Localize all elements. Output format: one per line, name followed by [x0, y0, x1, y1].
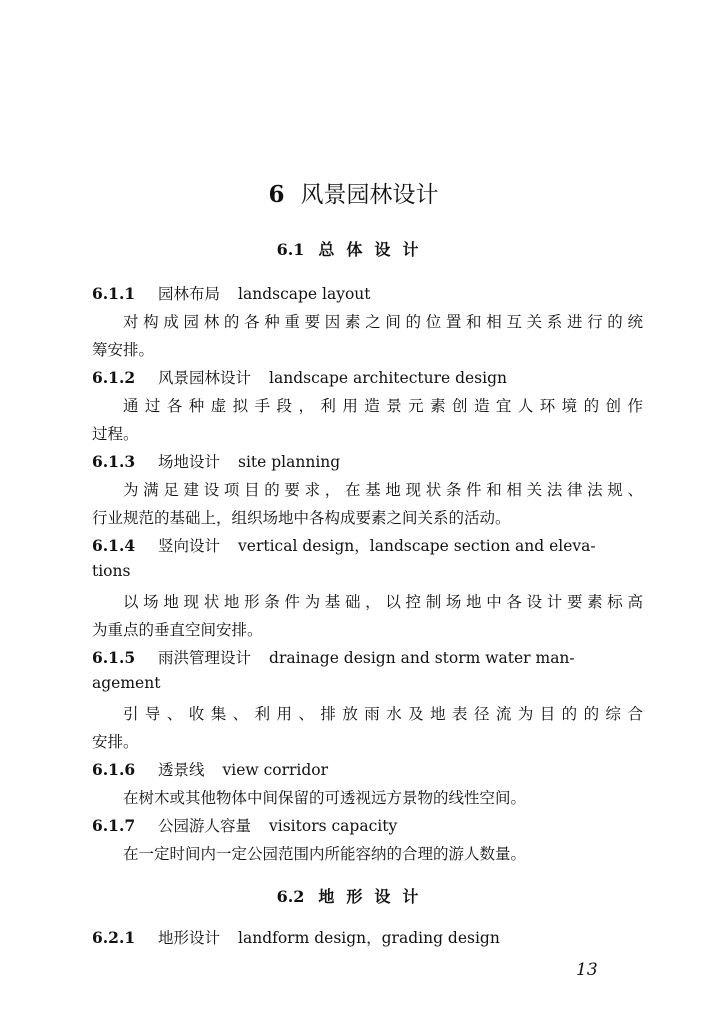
term-number: 6.1.1 — [92, 284, 136, 303]
section-heading — [0, 237, 707, 260]
term-heading — [92, 646, 575, 668]
definition-line: 过程。 — [92, 425, 139, 443]
term-chinese: 园林布局 — [158, 285, 221, 303]
definition-line: 在树木或其他物体中间保留的可透视远方景物的线性空间。 — [123, 789, 527, 807]
definition-line: 引导、收集、利用、排放雨水及地表径流为目的的综合 — [123, 705, 643, 723]
term-english: drainage design and storm water man- — [269, 649, 575, 667]
definition-line: 在一定时间内一定公园范围内所能容纳的合理的游人数量。 — [123, 845, 527, 863]
definition-line: 安排。 — [92, 733, 139, 751]
term-heading — [92, 450, 340, 472]
section-title: 地形设计 — [318, 887, 431, 906]
definition-line: 筹安排。 — [92, 341, 155, 359]
term-heading — [92, 814, 397, 836]
term-english: site planning — [238, 453, 341, 471]
chapter-heading — [0, 176, 707, 209]
chapter-number: 6 — [268, 181, 285, 208]
term-number: 6.1.5 — [92, 648, 136, 667]
term-heading — [92, 282, 371, 304]
chapter-title: 风景园林设计 — [300, 182, 439, 208]
term-chinese: 竖向设计 — [158, 537, 221, 555]
definition-line: 以场地现状地形条件为基础，以控制场地中各设计要素标高 — [123, 593, 643, 611]
term-number: 6.1.2 — [92, 368, 136, 387]
term-english: landscape architecture design — [269, 369, 508, 387]
section-title: 总体设计 — [318, 240, 431, 259]
term-chinese: 地形设计 — [158, 929, 221, 947]
definition-line: 为重点的垂直空间安排。 — [92, 621, 263, 639]
term-chinese: 雨洪管理设计 — [158, 649, 252, 667]
section-number: 6.2 — [276, 887, 305, 906]
term-number: 6.1.3 — [92, 452, 136, 471]
term-chinese: 风景园林设计 — [158, 369, 252, 387]
definition-line: 通过各种虚拟手段，利用造景元素创造宜人环境的创作 — [123, 397, 643, 415]
term-english-continuation: tions — [92, 562, 131, 580]
page-number: 13 — [576, 960, 598, 980]
term-chinese: 公园游人容量 — [158, 817, 252, 835]
term-heading — [92, 534, 596, 556]
section-heading — [0, 884, 707, 907]
term-english: view corridor — [222, 761, 329, 779]
definition-line: 行业规范的基础上，组织场地中各构成要素之间关系的活动。 — [92, 509, 511, 527]
definition-line: 对构成园林的各种重要因素之间的位置和相互关系进行的统 — [123, 313, 643, 331]
term-number: 6.2.1 — [92, 928, 136, 947]
term-english-continuation: agement — [92, 674, 161, 692]
term-english: vertical design，landscape section and eleva- — [238, 537, 596, 555]
term-heading — [92, 758, 328, 780]
section-number: 6.1 — [276, 240, 305, 259]
term-heading — [92, 366, 507, 388]
term-number: 6.1.7 — [92, 816, 136, 835]
definition-line: 为满足建设项目的要求，在基地现状条件和相关法律法规、 — [123, 481, 643, 499]
term-english: landscape layout — [238, 285, 371, 303]
term-heading — [92, 926, 500, 948]
term-number: 6.1.4 — [92, 536, 136, 555]
term-number: 6.1.6 — [92, 760, 136, 779]
term-chinese: 透景线 — [158, 761, 205, 779]
term-chinese: 场地设计 — [158, 453, 221, 471]
term-english: visitors capacity — [269, 817, 398, 835]
term-english: landform design，grading design — [238, 929, 500, 947]
